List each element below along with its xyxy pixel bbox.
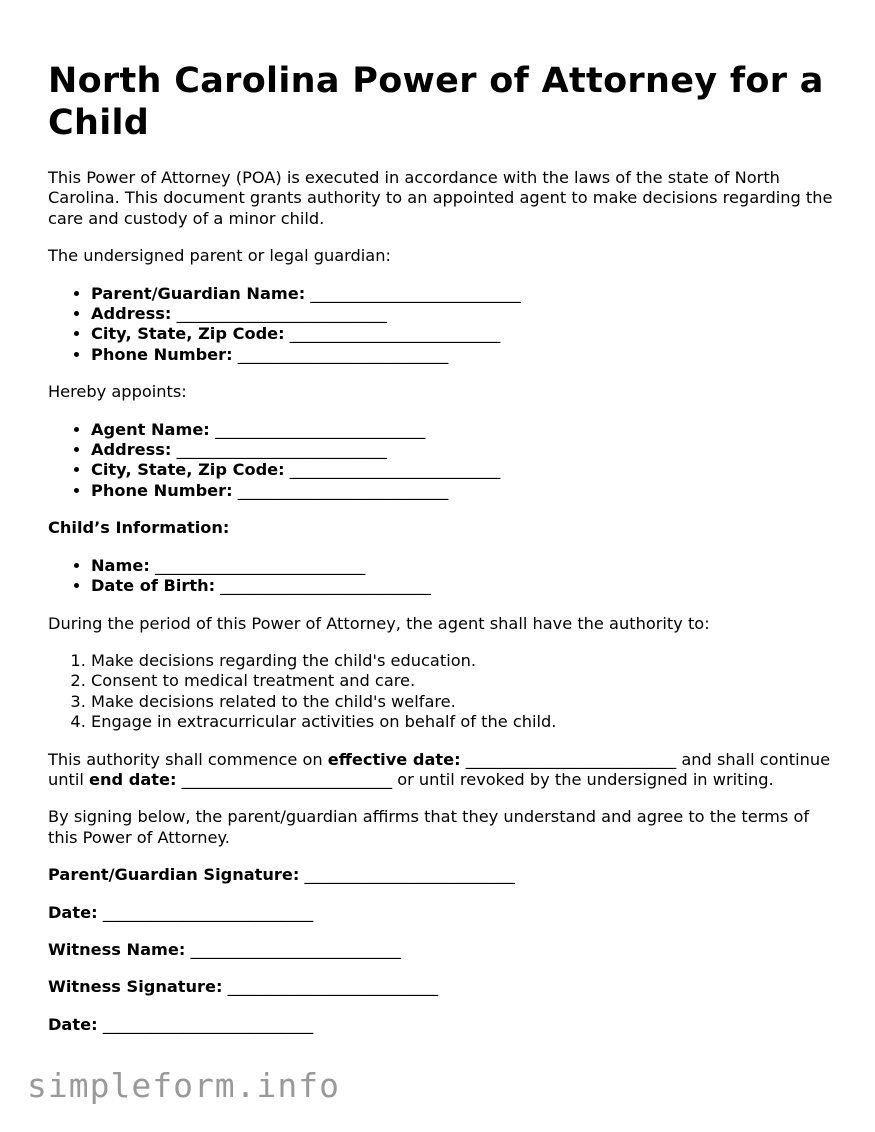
- parent-city-field[interactable]: • City, State, Zip Code: __________________________: [91, 324, 838, 344]
- witness-name-field[interactable]: Witness Name: __________________________: [48, 939, 401, 959]
- authority-list: [48, 651, 838, 733]
- agent-name-field[interactable]: • Agent Name: __________________________: [91, 420, 838, 440]
- parent-signature-field[interactable]: Parent/Guardian Signature: __________________________: [48, 865, 515, 885]
- effective-date-blank[interactable]: __________________________: [465, 749, 677, 769]
- blank-line: __________________________: [102, 1014, 314, 1034]
- end-date-label: end date:: [89, 769, 177, 789]
- witness-signature-field[interactable]: Witness Signature: __________________________: [48, 977, 439, 997]
- blank-line: __________________________: [237, 344, 449, 364]
- blank-line: __________________________: [154, 555, 366, 575]
- effective-date-label: effective date:: [327, 749, 461, 769]
- blank-line: __________________________: [214, 419, 426, 439]
- blank-line: __________________________: [176, 440, 388, 460]
- authority-item: 1. Make decisions regarding the child's education.: [91, 651, 838, 671]
- commence-paragraph: This authority shall commence on effective date: __________________________ and shall continue until end date: __________________________ or until revoked by the undersigned in writing.: [48, 749, 831, 789]
- agent-phone-field[interactable]: • Phone Number: __________________________: [91, 481, 838, 501]
- blank-line: __________________________: [310, 283, 521, 303]
- agent-address-field[interactable]: • Address: __________________________: [91, 440, 838, 460]
- blank-line: __________________________: [237, 480, 449, 500]
- parent-address-field[interactable]: • Address: __________________________: [91, 304, 838, 324]
- authority-item: 4. Engage in extracurricular activities on behalf of the child.: [91, 712, 838, 732]
- agent-city-field[interactable]: • City, State, Zip Code: __________________________: [91, 460, 838, 480]
- blank-line: __________________________: [102, 902, 314, 922]
- parent-fields-list: [48, 284, 838, 366]
- child-info-heading: Child’s Information:: [48, 518, 230, 538]
- blank-line: __________________________: [227, 977, 439, 997]
- blank-line: __________________________: [289, 324, 501, 344]
- child-name-field[interactable]: • Name: __________________________: [91, 556, 838, 576]
- witness-date-field[interactable]: Date: __________________________: [48, 1014, 314, 1034]
- authority-item: 3. Make decisions related to the child's welfare.: [91, 692, 838, 712]
- parent-phone-field[interactable]: • Phone Number: __________________________: [91, 345, 838, 365]
- blank-line: __________________________: [220, 576, 431, 596]
- child-dob-field[interactable]: • Date of Birth: __________________________: [91, 576, 838, 596]
- authority-text: During the period of this Power of Attorney, the agent shall have the authority to:: [48, 613, 710, 633]
- authority-item: 2. Consent to medical treatment and care.: [91, 671, 838, 691]
- end-date-blank[interactable]: __________________________: [181, 769, 393, 789]
- document-title: North Carolina Power of Attorney for a Child: [48, 61, 824, 143]
- parent-name-field[interactable]: • Parent/Guardian Name: __________________________: [91, 284, 838, 304]
- appoints-text: Hereby appoints:: [48, 382, 187, 402]
- blank-line: __________________________: [289, 460, 501, 480]
- agent-fields-list: [48, 420, 838, 502]
- document-page: [48, 60, 838, 1052]
- parent-date-field[interactable]: Date: __________________________: [48, 902, 314, 922]
- blank-line: __________________________: [190, 939, 401, 959]
- intro-paragraph: This Power of Attorney (POA) is executed in accordance with the laws of the state of North Carolina. This document grants authority to an appointed agent to make decisions regarding the care and custody of a minor child.: [48, 168, 833, 228]
- blank-line: __________________________: [176, 304, 388, 324]
- watermark: simpleform.info: [27, 1066, 341, 1105]
- affirm-paragraph: By signing below, the parent/guardian affirms that they understand and agree to the terms of this Power of Attorney.: [48, 807, 810, 847]
- undersigned-text: The undersigned parent or legal guardian:: [48, 246, 391, 266]
- child-fields-list: [48, 556, 838, 597]
- blank-line: __________________________: [304, 865, 515, 885]
